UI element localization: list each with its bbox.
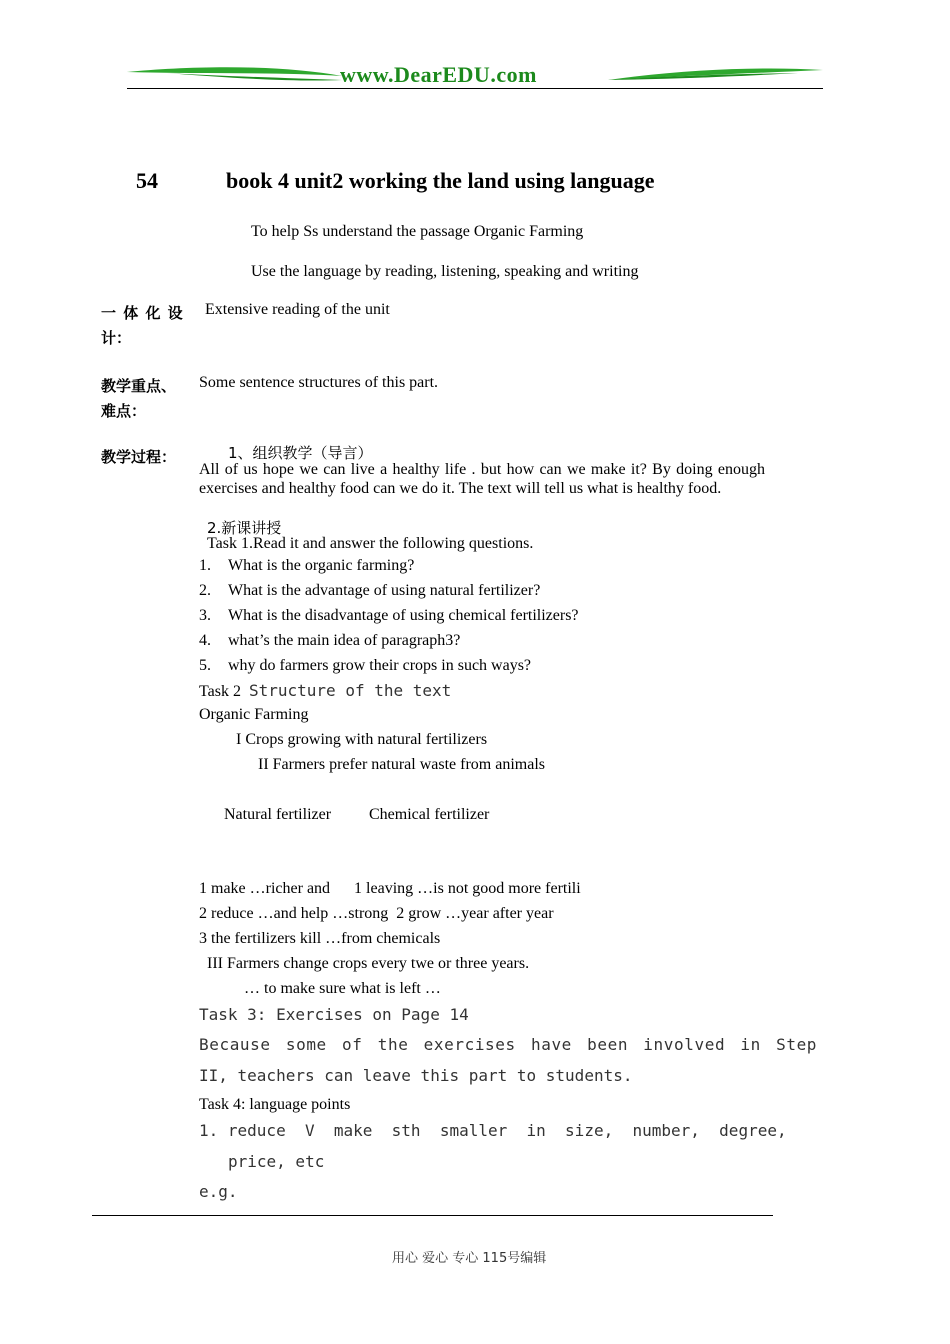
question-5-num: 5.	[199, 657, 211, 674]
question-2-text: What is the advantage of using natural fertilizer?	[228, 582, 541, 599]
question-4-num: 4.	[199, 632, 211, 649]
task2-rest: Structure of the text	[248, 681, 452, 700]
objective-2: Use the language by reading, listening, speaking and writing	[251, 263, 639, 280]
question-2-num: 2.	[199, 582, 211, 599]
lesson-number: 54	[136, 168, 158, 193]
example-label: e.g.	[199, 1182, 238, 1201]
comparison-row-3: 3 the fertilizers kill …from chemicals	[199, 930, 441, 947]
outline-point-1: I Crops growing with natural fertilizers	[236, 731, 488, 748]
lesson-title: book 4 unit2 working the land using language	[226, 168, 655, 193]
outline-point-3-sub: … to make sure what is left …	[244, 980, 441, 997]
outline-point-3: III Farmers change crops every twe or three years.	[207, 955, 530, 972]
comparison-row-2: 2 reduce …and help …strong 2 grow …year after year	[199, 905, 554, 922]
column-natural-fertilizer: Natural fertilizer	[224, 806, 332, 823]
language-point-1: 1. reduce V make sth smaller in size, number, degree,	[199, 1121, 787, 1140]
design-value: Extensive reading of the unit	[205, 301, 390, 318]
task3-line-1: Because some of the exercises have been involved in Step	[199, 1035, 818, 1054]
keypoints-value: Some sentence structures of this part.	[199, 374, 439, 391]
column-chemical-fertilizer: Chemical fertilizer	[369, 806, 490, 823]
design-label-line1: 一 体 化 设	[101, 304, 184, 322]
question-1-num: 1.	[199, 557, 211, 574]
task1-title: Task 1.Read it and answer the following questions.	[207, 535, 534, 552]
language-point-1-cont: price, etc	[228, 1152, 325, 1171]
site-logo: www.DearEDU.com	[340, 62, 537, 87]
question-3-num: 3.	[199, 607, 211, 624]
process-label: 教学过程：	[101, 448, 177, 466]
task2-heading	[199, 681, 451, 701]
task3-line-2: II, teachers can leave this part to students.	[199, 1066, 633, 1085]
design-label-line2: 计：	[101, 329, 132, 347]
header-swoosh-right	[608, 64, 823, 86]
question-3-text: What is the disadvantage of using chemical fertilizers?	[228, 607, 579, 624]
task2-prefix: Task 2	[199, 683, 241, 700]
header-swoosh-left	[127, 64, 342, 86]
step1-title: 1、组织教学（导言）	[228, 444, 373, 462]
question-5-text: why do farmers grow their crops in such ways?	[228, 657, 532, 674]
task3-title: Task 3: Exercises on Page 14	[199, 1005, 469, 1024]
keypoints-label-line2: 难点：	[101, 402, 147, 420]
organic-farming-heading: Organic Farming	[199, 706, 309, 723]
header-rule	[127, 88, 823, 89]
objective-1: To help Ss understand the passage Organic Farming	[251, 223, 584, 240]
comparison-row-1: 1 make …richer and 1 leaving …is not good more fertili	[199, 880, 581, 897]
footer-rule	[92, 1215, 773, 1216]
task4-title: Task 4: language points	[199, 1096, 351, 1113]
footer-text: 用心 爱心 专心 115号编辑	[392, 1251, 547, 1266]
intro-paragraph: All of us hope we can live a healthy life . but how can we make it? By doing enough exercises and healthy food can we do it. The text will tell us what is healthy food.	[199, 461, 765, 497]
outline-point-2: II Farmers prefer natural waste from animals	[258, 756, 545, 773]
step2-title: 2.新课讲授	[207, 519, 282, 537]
question-1-text: What is the organic farming?	[228, 557, 415, 574]
keypoints-label-line1: 教学重点、	[101, 377, 177, 395]
question-4-text: what’s the main idea of paragraph3?	[228, 632, 461, 649]
